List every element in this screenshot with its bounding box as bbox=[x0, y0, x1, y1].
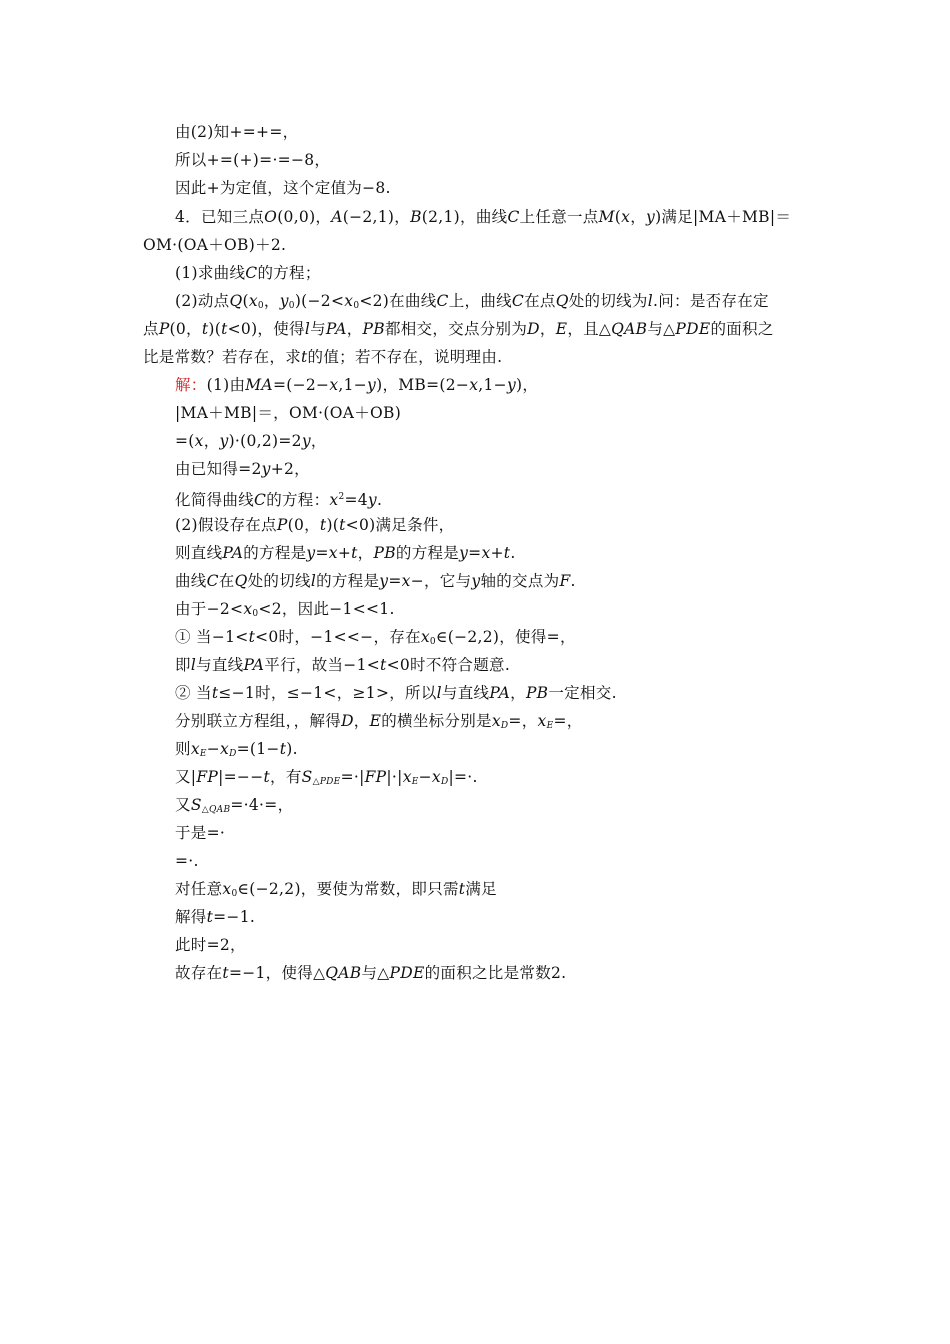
text-line: 点P(0，t)(t<0)，使得l与PA，PB都相交，交点分别为D，E，且△QAB与△PDE的面积之 bbox=[143, 320, 774, 338]
text-line: 则$x_E-x_D=(1-t)$. bbox=[175, 740, 298, 759]
text-line: 所以+=(+)=·=−8， bbox=[175, 151, 331, 169]
text-line: 解得t=−1. bbox=[175, 908, 256, 926]
text-line: 分别联立方程组，，解得D，E的横坐标分别是$x_D=$，$x_E=$， bbox=[175, 712, 583, 731]
text-line: 则直线PA的方程是y=x+t，PB的方程是y=x+t. bbox=[175, 544, 516, 562]
text-line: =(x，y)·(0,2)=2y， bbox=[175, 432, 327, 450]
text-line: 又$S_{\triangle QAB}=\cdot 4\cdot=$， bbox=[175, 796, 294, 815]
question-2: (2)动点$Q(x_0$，$y_0)(-2<x_0<2)$在曲线C上，曲线C在点Q处的切线为l.问：是否存在定 bbox=[175, 292, 769, 311]
text-line: 比是常数？若存在，求t的值；若不存在，说明理由. bbox=[143, 348, 503, 366]
conclusion-line: 故存在t=−1，使得△QAB与△PDE的面积之比是常数2. bbox=[175, 964, 567, 982]
question-1: (1)求曲线C的方程； bbox=[175, 264, 321, 282]
text-line: ① 当−1<t<0时，−1<<−，存在$x_0\in(-2,2)$，使得=， bbox=[175, 628, 576, 647]
text-line: 对任意$x_0\in(-2,2)$，要使为常数，即只需t满足 bbox=[175, 880, 497, 899]
text-line: 即l与直线PA平行，故当−1<t<0时不符合题意. bbox=[175, 656, 511, 674]
problem-statement: 4．已知三点O(0,0)，A(−2,1)，B(2,1)，曲线C上任意一点M(x，y)满足|MA＋MB|＝ bbox=[175, 208, 792, 226]
solution-label: 解： bbox=[175, 376, 207, 394]
text-line: (2)假设存在点P(0，t)(t<0)满足条件， bbox=[175, 516, 455, 534]
text-line: =·. bbox=[175, 852, 199, 870]
text-line: 此时=2， bbox=[175, 936, 246, 954]
text-line: 又|FP|=−−t，有$S_{\triangle PDE}=\cdot|FP|\cdot|x_E-x_D|=\cdot$. bbox=[175, 768, 478, 787]
text-line: ② 当t≤−1时，≤−1<，≥1>，所以l与直线PA，PB一定相交. bbox=[175, 684, 617, 702]
text-line: 由(2)知+=+=， bbox=[175, 123, 299, 141]
solution-line: 解：(1)由MA=(−2−x,1−y)，MB=(2−x,1−y)， bbox=[175, 376, 539, 394]
text-line: 由已知得=2y+2， bbox=[175, 460, 310, 478]
text-line: 化简得曲线C的方程：$x^2=4y$. bbox=[175, 491, 383, 509]
text-line: OM·(OA＋OB)＋2. bbox=[143, 236, 287, 254]
text-line: 因此+为定值，这个定值为−8. bbox=[175, 179, 391, 197]
text-line: 由于$-2<x_0<2$，因此−1<<1. bbox=[175, 600, 395, 619]
text-line: 于是=· bbox=[175, 824, 226, 842]
text-line: 曲线C在Q处的切线l的方程是y=x−，它与y轴的交点为F. bbox=[175, 572, 576, 590]
text-line: |MA＋MB|＝，OM·(OA＋OB) bbox=[175, 404, 402, 422]
